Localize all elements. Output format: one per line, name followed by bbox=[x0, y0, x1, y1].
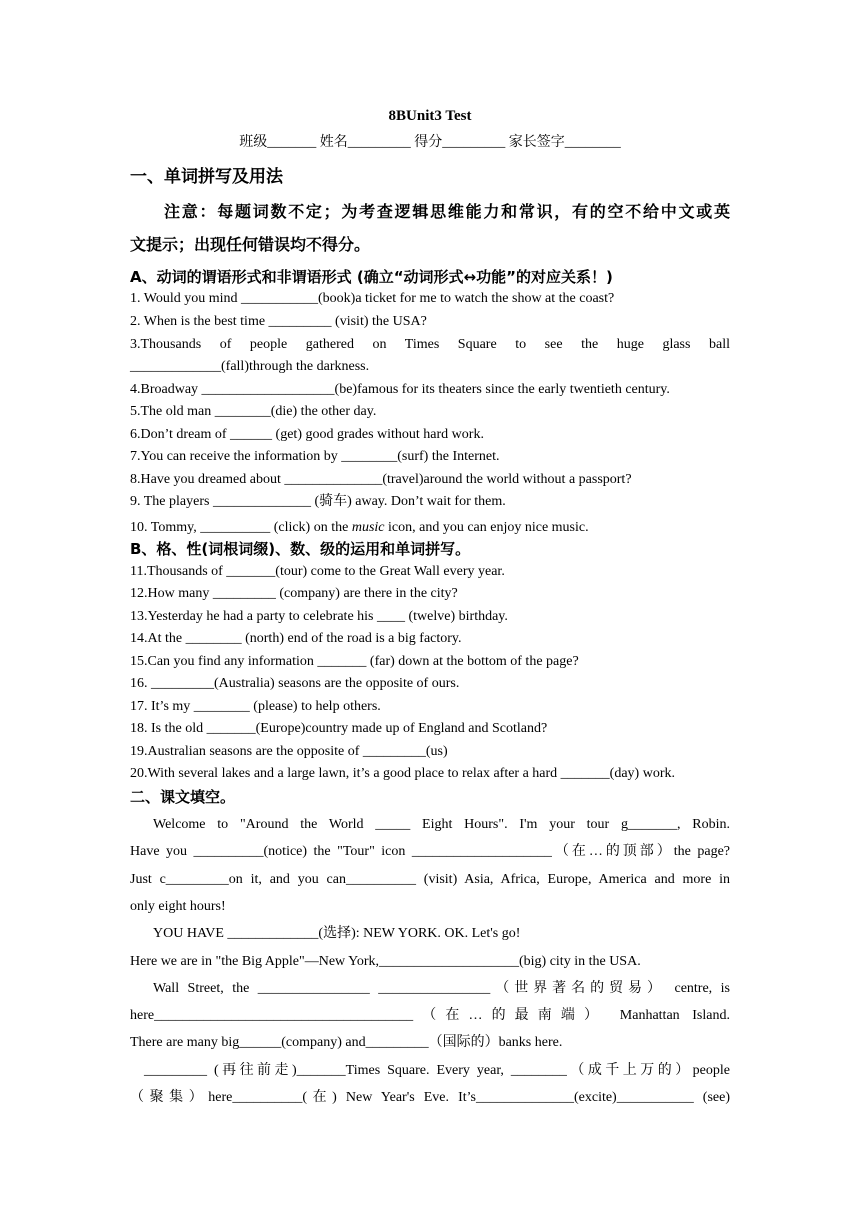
question-9: 9. The players ______________ (骑车) away. Don’t wait for them. bbox=[130, 494, 506, 509]
question-10-pre: 10. Tommy, __________ (click) on the bbox=[130, 520, 352, 535]
question-7: 7.You can receive the information by ________(surf) the Internet. bbox=[130, 449, 500, 464]
question-12: 12.How many _________ (company) are there in the city? bbox=[130, 586, 458, 601]
passage-line-4: only eight hours! bbox=[130, 899, 226, 914]
passage-line-7: Wall Street, the ________________ ________________（世界著名的贸易） centre, is bbox=[153, 981, 730, 996]
question-4: 4.Broadway ___________________(be)famous for its theaters since the early twentieth century. bbox=[130, 382, 670, 397]
header-fields: 班级_______ 姓名_________ 得分_________ 家长签字________ bbox=[239, 135, 621, 150]
section1-heading: 一、单词拼写及用法 bbox=[130, 167, 283, 187]
question-20: 20.With several lakes and a large lawn, it’s a good place to relax after a hard _______(day) work. bbox=[130, 766, 675, 781]
note-line-1: 注意：每题词数不定；为考查逻辑思维能力和常识，有的空不给中文或英 bbox=[164, 202, 730, 221]
passage-line-1: Welcome to "Around the World _____ Eight Hours". I'm your tour g_______, Robin. bbox=[153, 817, 730, 832]
passage-line-9: There are many big______(company) and_________（国际的）banks here. bbox=[130, 1035, 563, 1050]
question-13: 13.Yesterday he had a party to celebrate his ____ (twelve) birthday. bbox=[130, 609, 508, 624]
question-16: 16. _________(Australia) seasons are the opposite of ours. bbox=[130, 676, 460, 691]
passage-line-3: Just c_________on it, and you can__________ (visit) Asia, Africa, Europe, America and more in bbox=[130, 872, 730, 887]
question-14: 14.At the ________ (north) end of the road is a big factory. bbox=[130, 631, 462, 646]
question-6: 6.Don’t dream of ______ (get) good grades without hard work. bbox=[130, 427, 484, 442]
partB-heading: B、格、性(词根词缀)、数、级的运用和单词拼写。 bbox=[130, 540, 471, 558]
question-15: 15.Can you find any information _______ (far) down at the bottom of the page? bbox=[130, 654, 579, 669]
page-title: 8BUnit3 Test bbox=[388, 108, 472, 124]
passage-line-10: _________ (再往前走)_______Times Square. Every year, ________（成千上万的）people bbox=[144, 1063, 730, 1078]
question-10 bbox=[130, 519, 730, 537]
question-3: 3.Thousands of people gathered on Times Square to see the huge glass ball bbox=[130, 337, 730, 352]
section2-heading: 二、课文填空。 bbox=[130, 788, 236, 806]
question-5: 5.The old man ________(die) the other day. bbox=[130, 404, 377, 419]
partA-heading: A、动词的谓语形式和非谓语形式 (确立“动词形式↔功能”的对应关系！) bbox=[130, 268, 613, 286]
passage-line-8: here_____________________________________（在…的最南端） Manhattan Island. bbox=[130, 1008, 730, 1023]
question-10-post: icon, and you can enjoy nice music. bbox=[384, 520, 589, 535]
question-18: 18. Is the old _______(Europe)country made up of England and Scotland? bbox=[130, 721, 548, 736]
passage-line-6: Here we are in "the Big Apple"—New York,____________________(big) city in the USA. bbox=[130, 954, 641, 969]
passage-line-11: （聚集）here__________(在) New Year's Eve. It’s______________(excite)___________ (see) bbox=[130, 1090, 730, 1105]
question-17: 17. It’s my ________ (please) to help others. bbox=[130, 699, 381, 714]
question-8: 8.Have you dreamed about ______________(travel)around the world without a passport? bbox=[130, 472, 632, 487]
passage-line-5: YOU HAVE _____________(选择): NEW YORK. OK. Let's go! bbox=[153, 926, 521, 941]
question-19: 19.Australian seasons are the opposite of _________(us) bbox=[130, 744, 448, 759]
question-1: 1. Would you mind ___________(book)a ticket for me to watch the show at the coast? bbox=[130, 291, 615, 306]
question-10-italic: music bbox=[351, 520, 385, 535]
question-2: 2. When is the best time _________ (visit) the USA? bbox=[130, 314, 427, 329]
question-3-cont: _____________(fall)through the darkness. bbox=[130, 359, 370, 374]
passage-line-2: Have you __________(notice) the "Tour" icon ____________________（在…的顶部）the page? bbox=[130, 844, 730, 859]
question-11: 11.Thousands of _______(tour) come to the Great Wall every year. bbox=[130, 564, 505, 579]
note-line-2: 文提示；出现任何错误均不得分。 bbox=[130, 235, 371, 254]
